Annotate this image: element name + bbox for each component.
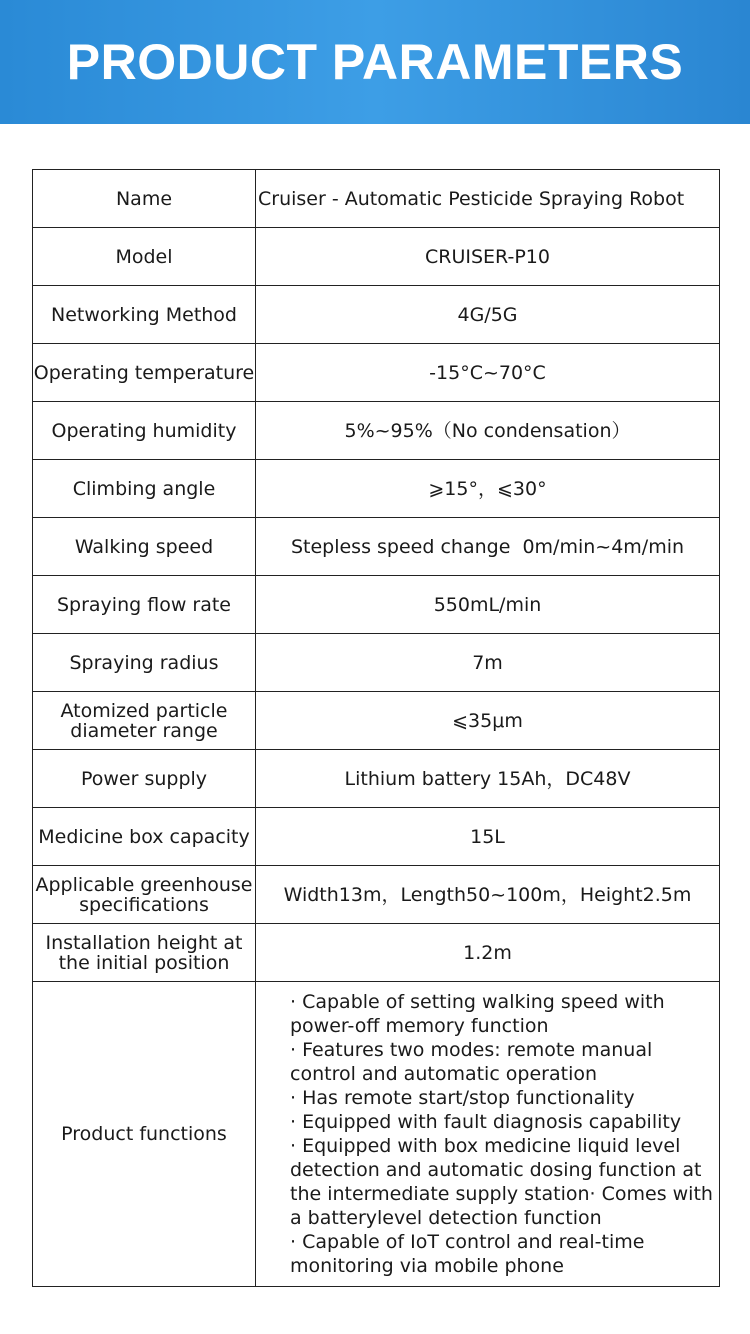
param-value: 550mL/min <box>256 576 720 634</box>
parameters-table <box>32 169 720 1287</box>
header-banner <box>0 0 750 124</box>
param-name: Model <box>33 228 256 286</box>
function-item: · Features two modes: remote manual control and automatic operation <box>290 1039 653 1085</box>
table-row <box>33 344 720 402</box>
table-row <box>33 228 720 286</box>
table-row <box>33 576 720 634</box>
page-title: PRODUCT PARAMETERS <box>66 34 684 90</box>
param-value: CRUISER-P10 <box>256 228 720 286</box>
table-row <box>33 692 720 750</box>
param-name: Operating temperature <box>33 344 256 402</box>
table-row <box>33 924 720 982</box>
table-row <box>33 750 720 808</box>
table-row-functions <box>33 982 720 1287</box>
table-row <box>33 518 720 576</box>
function-item: · Equipped with fault diagnosis capability <box>290 1111 682 1133</box>
param-name: Climbing angle <box>33 460 256 518</box>
param-name: Atomized particle diameter range <box>33 692 256 750</box>
param-value: ⩾15°，⩽30° <box>256 460 720 518</box>
functions-list <box>290 990 713 1278</box>
param-value: -15°C~70°C <box>256 344 720 402</box>
table-row <box>33 634 720 692</box>
param-value: 7m <box>256 634 720 692</box>
param-name: Power supply <box>33 750 256 808</box>
table-row <box>33 866 720 924</box>
param-name: Networking Method <box>33 286 256 344</box>
param-name: Applicable greenhouse specifications <box>33 866 256 924</box>
table-row <box>33 170 720 228</box>
param-value: 4G/5G <box>256 286 720 344</box>
param-name: Spraying flow rate <box>33 576 256 634</box>
param-value: Cruiser - Automatic Pesticide Spraying Robot <box>256 170 720 228</box>
function-item: · Equipped with box medicine liquid level detection and automatic dosing function at the intermediate supply station· Comes with a batterylevel detection function <box>290 1135 713 1229</box>
function-item: · Has remote start/stop functionality <box>290 1087 635 1109</box>
table-row <box>33 402 720 460</box>
param-value: ⩽35μm <box>256 692 720 750</box>
param-name: Product functions <box>33 982 256 1287</box>
param-value: 1.2m <box>256 924 720 982</box>
param-value: 15L <box>256 808 720 866</box>
table-row <box>33 808 720 866</box>
param-name: Name <box>33 170 256 228</box>
param-value: Lithium battery 15Ah，DC48V <box>256 750 720 808</box>
function-item: · Capable of setting walking speed with power-off memory function <box>290 991 665 1037</box>
param-value: Width13m，Length50~100m，Height2.5m <box>256 866 720 924</box>
param-name: Installation height at the initial position <box>33 924 256 982</box>
function-item: · Capable of IoT control and real-time monitoring via mobile phone <box>290 1231 645 1277</box>
param-name: Spraying radius <box>33 634 256 692</box>
param-name: Walking speed <box>33 518 256 576</box>
param-value-functions <box>256 982 720 1287</box>
param-name: Operating humidity <box>33 402 256 460</box>
param-name: Medicine box capacity <box>33 808 256 866</box>
table-row <box>33 286 720 344</box>
param-value: Stepless speed change 0m/min~4m/min <box>256 518 720 576</box>
param-value: 5%~95%（No condensation） <box>256 402 720 460</box>
table-row <box>33 460 720 518</box>
